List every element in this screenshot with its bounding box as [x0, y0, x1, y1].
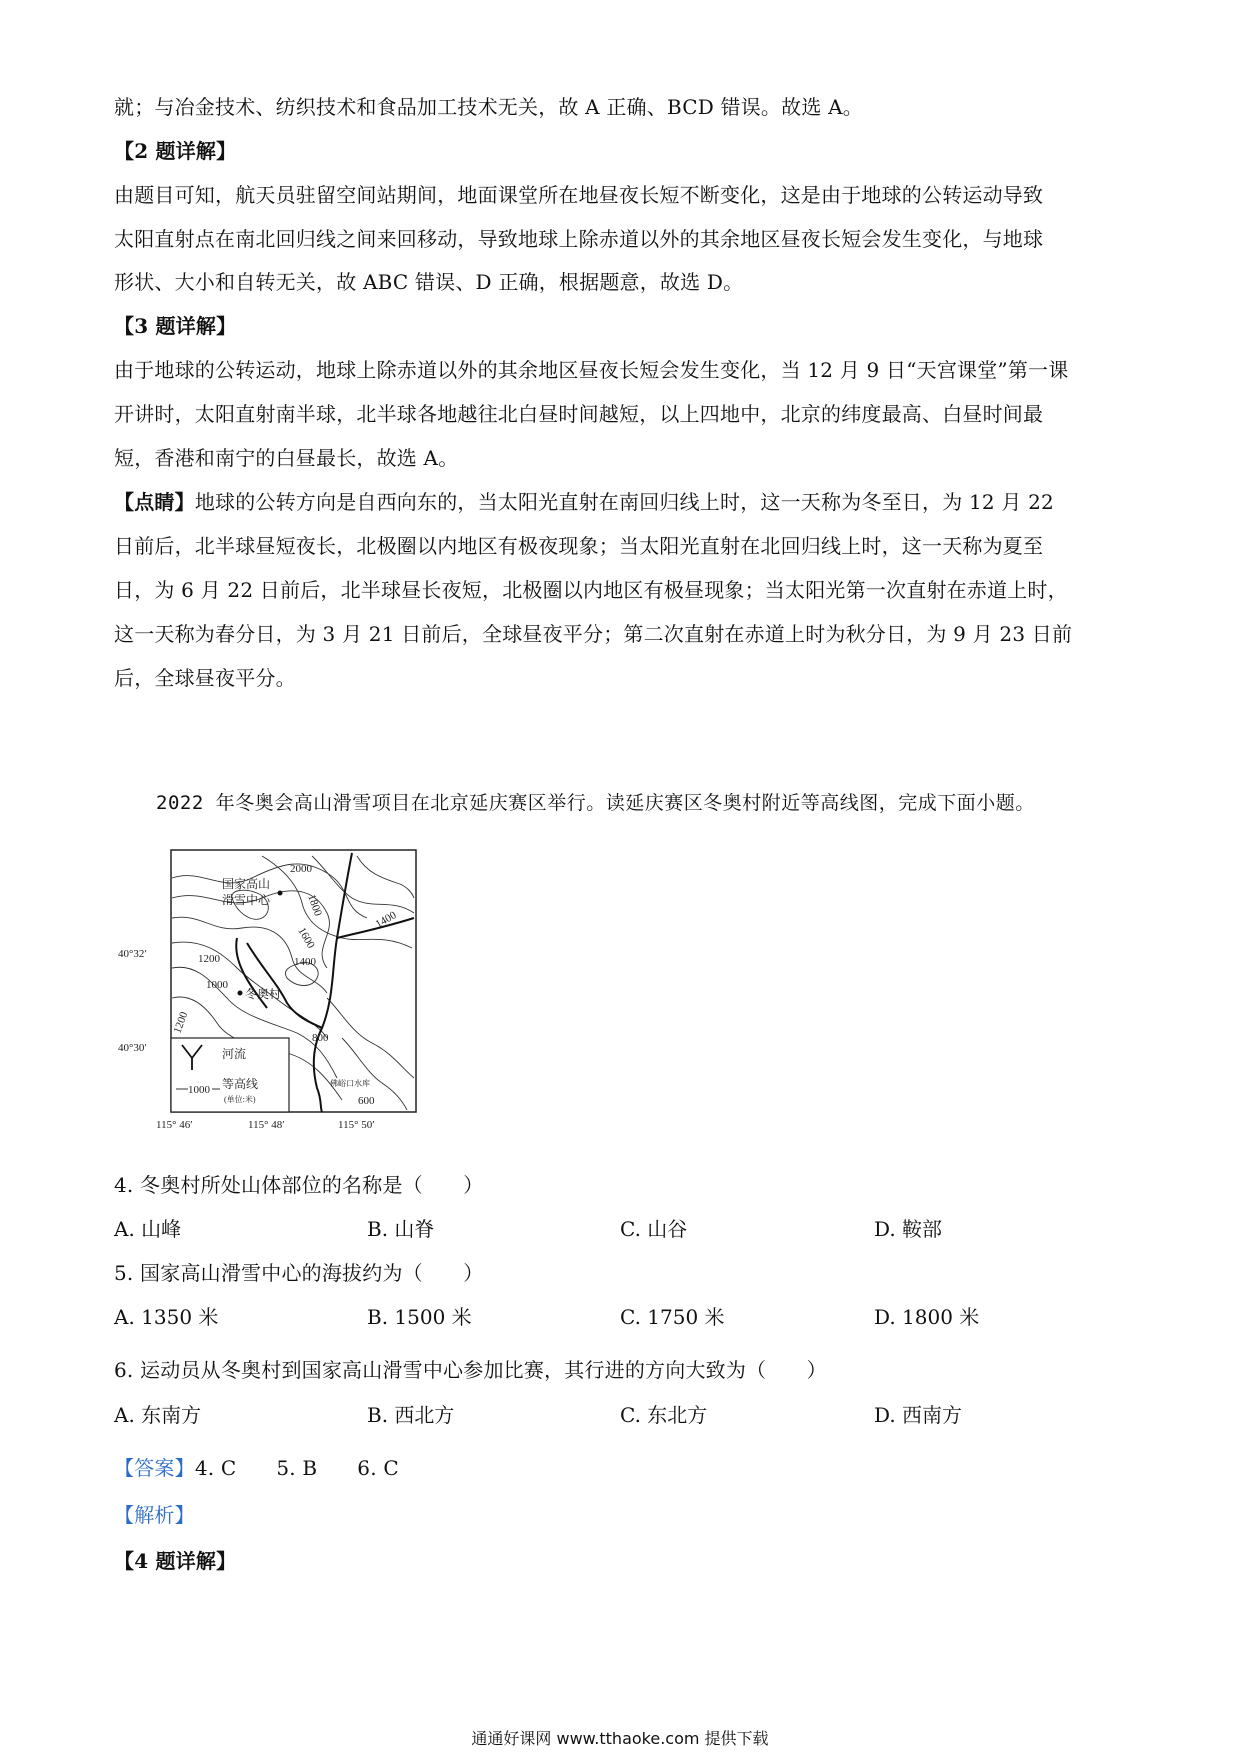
- question-option: D. 鞍部: [874, 1217, 943, 1241]
- question-option: A. 东南方: [114, 1403, 202, 1427]
- paragraph-line: 开讲时，太阳直射南半球，北半球各地越往北白昼时间越短，以上四地中，北京的纬度最高、白昼时间最: [114, 402, 1044, 426]
- question-option: C. 山谷: [620, 1217, 688, 1241]
- lat-label: 40°30′: [118, 1042, 147, 1054]
- tip-label: 【点睛】: [114, 490, 195, 514]
- contour-label: 1200: [171, 1010, 191, 1036]
- question-option: B. 山脊: [367, 1217, 435, 1241]
- legend-unit-label: (单位:米): [224, 1095, 256, 1104]
- contour-label: 800: [312, 1032, 329, 1044]
- legend-contour-label: 等高线: [222, 1077, 259, 1091]
- legend-river-label: 河流: [222, 1047, 247, 1061]
- place-label: 佛峪口水库: [330, 1079, 370, 1088]
- paragraph-line: 由题目可知，航天员驻留空间站期间，地面课堂所在地昼夜长短不断变化，这是由于地球的公转运动导致: [114, 183, 1044, 207]
- lat-label: 40°32′: [118, 948, 147, 960]
- paragraph-line: 太阳直射点在南北回归线之间来回移动，导致地球上除赤道以外的其余地区昼夜长短会发生变化，与地球: [114, 227, 1044, 251]
- contour-label: 1200: [198, 953, 220, 965]
- paragraph-line: 由于地球的公转运动，地球上除赤道以外的其余地区昼夜长短会发生变化，当 12 月 9 日“天宫课堂”第一课: [114, 358, 1069, 382]
- question-stem: 5. 国家高山滑雪中心的海拔约为（ ）: [114, 1261, 484, 1285]
- lon-label: 115° 46′: [156, 1119, 193, 1131]
- section-heading-4: 【4 题详解】: [114, 1549, 237, 1573]
- question-intro: 2022 年冬奥会高山滑雪项目在北京延庆赛区举行。读延庆赛区冬奥村附近等高线图，完成下面小题。: [156, 792, 1035, 814]
- place-label: 冬奥村: [245, 987, 282, 1001]
- contour-label: 1400: [373, 909, 399, 931]
- tip-paragraph-line: 后，全球昼夜平分。: [114, 666, 296, 690]
- tip-paragraph-line: [114, 487, 1134, 517]
- section-heading-3: 【3 题详解】: [114, 314, 237, 338]
- contour-label: 600: [358, 1095, 375, 1107]
- question-stem: 4. 冬奥村所处山体部位的名称是（ ）: [114, 1173, 484, 1197]
- page-footer: 通通好课网 www.tthaoke.com 提供下载: [471, 1729, 769, 1748]
- answer-label: 【答案】: [114, 1456, 195, 1480]
- contour-label: 2000: [290, 863, 312, 875]
- question-option: C. 东北方: [620, 1403, 708, 1427]
- question-option: D. 西南方: [874, 1403, 963, 1427]
- contour-label: 1400: [294, 956, 316, 968]
- contour-map: [112, 838, 462, 1138]
- section-heading-2: 【2 题详解】: [114, 139, 237, 163]
- legend-contour-value: 1000: [188, 1084, 210, 1096]
- contour-label: 1600: [295, 925, 317, 951]
- answer-line: [114, 1453, 1134, 1483]
- paragraph-line: 形状、大小和自转无关，故 ABC 错误、D 正确，根据题意，故选 D。: [114, 270, 744, 294]
- tip-paragraph-line: 日前后，北半球昼短夜长，北极圈以内地区有极夜现象；当太阳光直射在北回归线上时，这一天称为夏至: [114, 534, 1044, 558]
- paragraph-line: 短，香港和南宁的白昼最长，故选 A。: [114, 446, 459, 470]
- question-option: A. 1350 米: [114, 1305, 219, 1329]
- place-label: 国家高山: [222, 877, 271, 891]
- paragraph-line: 就；与冶金技术、纺织技术和食品加工技术无关，故 A 正确、BCD 错误。故选 A。: [114, 95, 863, 119]
- tip-paragraph-line: 日，为 6 月 22 日前后，北半球昼长夜短，北极圈以内地区有极昼现象；当太阳光第一次直射在赤道上时，: [114, 578, 1068, 602]
- answer-4: 4. C: [194, 1456, 237, 1480]
- lon-label: 115° 48′: [248, 1119, 285, 1131]
- answer-5: 5. B: [276, 1456, 318, 1480]
- place-label: 滑雪中心: [222, 893, 271, 907]
- question-option: B. 1500 米: [367, 1305, 472, 1329]
- analysis-label: 【解析】: [114, 1503, 195, 1527]
- tip-text: 地球的公转方向是自西向东的，当太阳光直射在南回归线上时，这一天称为冬至日，为 12 月 22: [194, 490, 1054, 514]
- question-option: B. 西北方: [367, 1403, 455, 1427]
- contour-label: 1000: [206, 979, 228, 991]
- question-option: C. 1750 米: [620, 1305, 725, 1329]
- tip-paragraph-line: 这一天称为春分日，为 3 月 21 日前后，全球昼夜平分；第二次直射在赤道上时为秋分日，为 9 月 23 日前: [114, 622, 1073, 646]
- question-option: D. 1800 米: [874, 1305, 980, 1329]
- ski-center-marker: [278, 891, 283, 896]
- answer-6: 6. C: [357, 1456, 399, 1480]
- contour-label: 1800: [305, 892, 324, 918]
- question-option: A. 山峰: [114, 1217, 182, 1241]
- lon-label: 115° 50′: [338, 1119, 375, 1131]
- village-marker: [238, 991, 243, 996]
- question-stem: 6. 运动员从冬奥村到国家高山滑雪中心参加比赛，其行进的方向大致为（ ）: [114, 1358, 827, 1382]
